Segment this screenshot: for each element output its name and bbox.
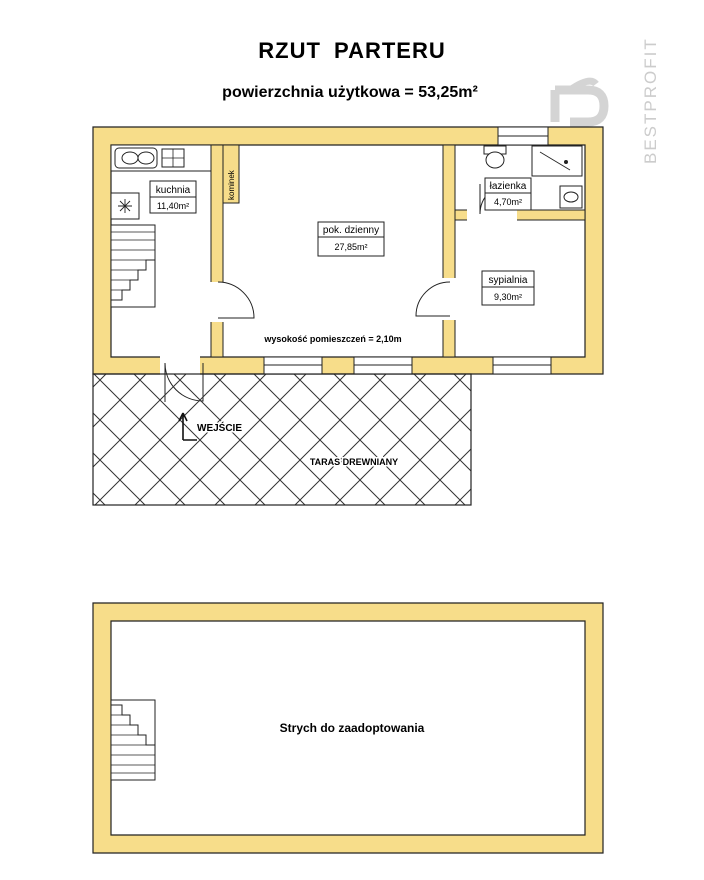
bathroom-name: łazienka [489,181,527,192]
toilet-icon [484,146,506,168]
terrace-deck [93,374,471,505]
bedroom-name: sypialnia [488,275,528,286]
kitchen-name: kuchnia [155,185,191,196]
living-area: 27,85m² [334,242,368,252]
washbasin-icon [560,186,582,208]
bathroom-area: 4,70m² [493,197,523,207]
kitchen-counter [111,145,211,171]
bedroom-area: 9,30m² [493,292,523,302]
living-name: pok. dzienny [322,225,380,236]
kitchen-area: 11,40m² [156,201,190,211]
staircase [111,225,155,307]
shower-icon [532,146,582,176]
attic-label: Strych do zaadoptowania [279,721,425,735]
page-title: RZUT PARTERU [258,38,446,63]
brand-text: BESTPROFIT [641,37,660,164]
bestprofit-logo-icon [555,81,604,122]
page-subtitle: powierzchnia użytkowa = 53,25m² [222,84,478,101]
stove-icon [111,193,139,219]
attic-staircase [111,700,155,780]
entrance-label: WEJŚCIE [197,423,243,434]
terrace-label: TARAS DREWNIANY [309,457,399,467]
room-height-label: wysokość pomieszczeń = 2,10m [264,334,402,344]
fireplace-label: kominek [227,170,236,200]
